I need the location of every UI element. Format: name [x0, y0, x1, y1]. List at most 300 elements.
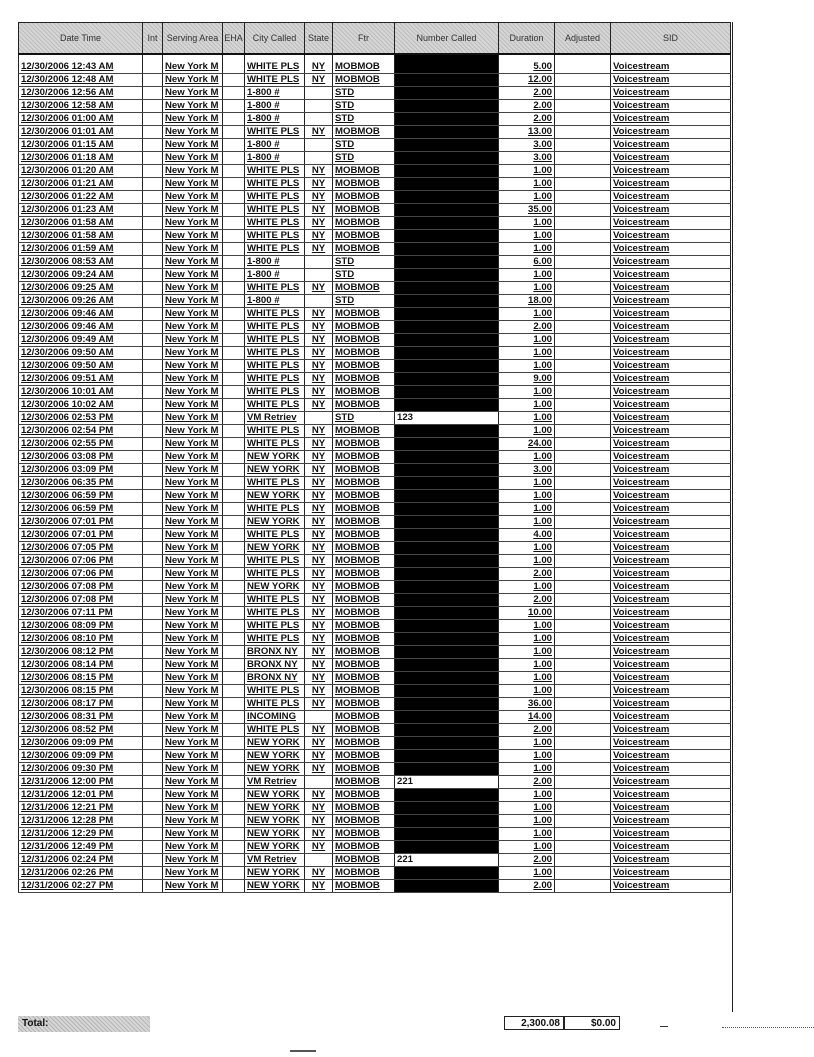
- cell-eha: [223, 399, 245, 412]
- cell-int: [143, 152, 163, 165]
- table-row: [19, 789, 731, 802]
- cell-duration: 4.00: [499, 529, 555, 542]
- call-rows: [19, 54, 731, 893]
- cell-ftr: MOBMOB: [333, 74, 395, 87]
- cell-ftr: MOBMOB: [333, 555, 395, 568]
- cell-state: NY: [305, 191, 333, 204]
- cell-adjusted: [555, 568, 611, 581]
- cell-number-called: [395, 152, 499, 165]
- cell-sid: Voicestream: [611, 555, 731, 568]
- cell-state: NY: [305, 529, 333, 542]
- cell-serving-area: New York M: [163, 659, 223, 672]
- cell-ftr: MOBMOB: [333, 490, 395, 503]
- cell-int: [143, 230, 163, 243]
- table-row: [19, 815, 731, 828]
- cell-date-time: 12/30/2006 09:46 AM: [19, 321, 143, 334]
- cell-eha: [223, 204, 245, 217]
- cell-ftr: MOBMOB: [333, 347, 395, 360]
- cell-int: [143, 126, 163, 139]
- cell-serving-area: New York M: [163, 620, 223, 633]
- cell-eha: [223, 646, 245, 659]
- total-label: Total:: [18, 1016, 150, 1032]
- cell-sid: Voicestream: [611, 451, 731, 464]
- cell-city-called: BRONX NY: [245, 672, 305, 685]
- cell-int: [143, 165, 163, 178]
- cell-number-called: [395, 243, 499, 256]
- header-ftr: Ftr: [333, 23, 395, 55]
- cell-serving-area: New York M: [163, 425, 223, 438]
- cell-city-called: NEW YORK: [245, 581, 305, 594]
- cell-city-called: WHITE PLS: [245, 54, 305, 74]
- cell-int: [143, 464, 163, 477]
- header-duration: Duration: [499, 23, 555, 55]
- cell-city-called: WHITE PLS: [245, 529, 305, 542]
- cell-city-called: WHITE PLS: [245, 334, 305, 347]
- cell-adjusted: [555, 711, 611, 724]
- cell-ftr: MOBMOB: [333, 191, 395, 204]
- header-adjusted: Adjusted: [555, 23, 611, 55]
- cell-ftr: MOBMOB: [333, 737, 395, 750]
- cell-adjusted: [555, 607, 611, 620]
- cell-date-time: 12/30/2006 09:30 PM: [19, 763, 143, 776]
- cell-date-time: 12/31/2006 02:27 PM: [19, 880, 143, 893]
- cell-eha: [223, 113, 245, 126]
- table-row: [19, 867, 731, 880]
- cell-adjusted: [555, 165, 611, 178]
- cell-eha: [223, 815, 245, 828]
- cell-serving-area: New York M: [163, 555, 223, 568]
- cell-serving-area: New York M: [163, 269, 223, 282]
- cell-eha: [223, 685, 245, 698]
- cell-int: [143, 542, 163, 555]
- cell-city-called: BRONX NY: [245, 659, 305, 672]
- header-serving-area: Serving Area: [163, 23, 223, 55]
- cell-state: NY: [305, 867, 333, 880]
- table-row: [19, 386, 731, 399]
- cell-eha: [223, 100, 245, 113]
- cell-serving-area: New York M: [163, 711, 223, 724]
- cell-state: NY: [305, 880, 333, 893]
- cell-date-time: 12/30/2006 01:58 AM: [19, 230, 143, 243]
- cell-adjusted: [555, 412, 611, 425]
- cell-duration: 2.00: [499, 854, 555, 867]
- cell-ftr: STD: [333, 295, 395, 308]
- cell-city-called: VM Retriev: [245, 776, 305, 789]
- cell-ftr: MOBMOB: [333, 165, 395, 178]
- cell-ftr: MOBMOB: [333, 633, 395, 646]
- cell-number-called: [395, 711, 499, 724]
- cell-adjusted: [555, 646, 611, 659]
- cell-eha: [223, 152, 245, 165]
- cell-state: NY: [305, 438, 333, 451]
- cell-date-time: 12/30/2006 08:12 PM: [19, 646, 143, 659]
- cell-city-called: WHITE PLS: [245, 685, 305, 698]
- cell-sid: Voicestream: [611, 620, 731, 633]
- cell-eha: [223, 165, 245, 178]
- cell-serving-area: New York M: [163, 646, 223, 659]
- cell-ftr: MOBMOB: [333, 659, 395, 672]
- cell-adjusted: [555, 672, 611, 685]
- cell-duration: 12.00: [499, 74, 555, 87]
- cell-date-time: 12/30/2006 10:02 AM: [19, 399, 143, 412]
- cell-duration: 1.00: [499, 477, 555, 490]
- cell-ftr: MOBMOB: [333, 438, 395, 451]
- cell-state: NY: [305, 347, 333, 360]
- cell-ftr: MOBMOB: [333, 672, 395, 685]
- cell-city-called: VM Retriev: [245, 854, 305, 867]
- cell-sid: Voicestream: [611, 776, 731, 789]
- cell-eha: [223, 269, 245, 282]
- table-row: [19, 646, 731, 659]
- cell-number-called: [395, 620, 499, 633]
- table-row: [19, 243, 731, 256]
- table-row: [19, 568, 731, 581]
- cell-state: NY: [305, 54, 333, 74]
- cell-date-time: 12/31/2006 12:00 PM: [19, 776, 143, 789]
- cell-int: [143, 373, 163, 386]
- cell-int: [143, 646, 163, 659]
- cell-duration: 1.00: [499, 217, 555, 230]
- cell-sid: Voicestream: [611, 308, 731, 321]
- cell-state: NY: [305, 308, 333, 321]
- table-row: [19, 438, 731, 451]
- table-row: [19, 685, 731, 698]
- cell-date-time: 12/31/2006 02:26 PM: [19, 867, 143, 880]
- cell-city-called: WHITE PLS: [245, 698, 305, 711]
- cell-sid: Voicestream: [611, 204, 731, 217]
- cell-serving-area: New York M: [163, 698, 223, 711]
- cell-state: [305, 776, 333, 789]
- cell-date-time: 12/30/2006 02:54 PM: [19, 425, 143, 438]
- table-row: [19, 828, 731, 841]
- header-date-time: Date Time: [19, 23, 143, 55]
- cell-eha: [223, 191, 245, 204]
- cell-int: [143, 802, 163, 815]
- cell-state: NY: [305, 126, 333, 139]
- cell-state: NY: [305, 334, 333, 347]
- cell-ftr: STD: [333, 139, 395, 152]
- cell-date-time: 12/30/2006 07:08 PM: [19, 594, 143, 607]
- cell-adjusted: [555, 334, 611, 347]
- cell-state: NY: [305, 724, 333, 737]
- cell-adjusted: [555, 542, 611, 555]
- cell-number-called: [395, 867, 499, 880]
- cell-city-called: WHITE PLS: [245, 178, 305, 191]
- cell-ftr: MOBMOB: [333, 607, 395, 620]
- cell-state: NY: [305, 386, 333, 399]
- cell-ftr: MOBMOB: [333, 243, 395, 256]
- cell-ftr: MOBMOB: [333, 308, 395, 321]
- cell-ftr: MOBMOB: [333, 828, 395, 841]
- cell-sid: Voicestream: [611, 737, 731, 750]
- cell-date-time: 12/30/2006 01:20 AM: [19, 165, 143, 178]
- cell-serving-area: New York M: [163, 607, 223, 620]
- cell-city-called: WHITE PLS: [245, 386, 305, 399]
- cell-int: [143, 659, 163, 672]
- cell-ftr: MOBMOB: [333, 334, 395, 347]
- cell-date-time: 12/30/2006 09:49 AM: [19, 334, 143, 347]
- cell-int: [143, 178, 163, 191]
- table-row: [19, 529, 731, 542]
- cell-number-called: [395, 646, 499, 659]
- cell-state: [305, 139, 333, 152]
- cell-date-time: 12/30/2006 09:26 AM: [19, 295, 143, 308]
- cell-city-called: WHITE PLS: [245, 74, 305, 87]
- cell-date-time: 12/30/2006 08:53 AM: [19, 256, 143, 269]
- cell-int: [143, 217, 163, 230]
- cell-state: NY: [305, 503, 333, 516]
- cell-serving-area: New York M: [163, 477, 223, 490]
- cell-adjusted: [555, 490, 611, 503]
- cell-state: NY: [305, 555, 333, 568]
- cell-sid: Voicestream: [611, 646, 731, 659]
- cell-ftr: MOBMOB: [333, 620, 395, 633]
- cell-duration: 1.00: [499, 867, 555, 880]
- cell-eha: [223, 373, 245, 386]
- cell-eha: [223, 308, 245, 321]
- cell-eha: [223, 282, 245, 295]
- table-row: [19, 763, 731, 776]
- cell-date-time: 12/30/2006 03:09 PM: [19, 464, 143, 477]
- cell-serving-area: New York M: [163, 581, 223, 594]
- cell-state: [305, 854, 333, 867]
- cell-int: [143, 87, 163, 100]
- cell-city-called: NEW YORK: [245, 815, 305, 828]
- cell-eha: [223, 516, 245, 529]
- table-row: [19, 191, 731, 204]
- cell-city-called: WHITE PLS: [245, 243, 305, 256]
- cell-adjusted: [555, 204, 611, 217]
- cell-int: [143, 100, 163, 113]
- cell-date-time: 12/30/2006 08:52 PM: [19, 724, 143, 737]
- cell-int: [143, 633, 163, 646]
- cell-eha: [223, 295, 245, 308]
- cell-state: NY: [305, 360, 333, 373]
- cell-state: NY: [305, 464, 333, 477]
- cell-adjusted: [555, 438, 611, 451]
- call-detail-sheet: [18, 22, 730, 893]
- cell-sid: Voicestream: [611, 412, 731, 425]
- cell-state: NY: [305, 568, 333, 581]
- cell-duration: 1.00: [499, 360, 555, 373]
- cell-sid: Voicestream: [611, 282, 731, 295]
- cell-eha: [223, 581, 245, 594]
- cell-date-time: 12/30/2006 09:24 AM: [19, 269, 143, 282]
- cell-duration: 1.00: [499, 581, 555, 594]
- cell-date-time: 12/30/2006 12:58 AM: [19, 100, 143, 113]
- cell-city-called: BRONX NY: [245, 646, 305, 659]
- cell-adjusted: [555, 880, 611, 893]
- cell-duration: 1.00: [499, 789, 555, 802]
- cell-ftr: MOBMOB: [333, 321, 395, 334]
- cell-int: [143, 620, 163, 633]
- cell-adjusted: [555, 54, 611, 74]
- cell-eha: [223, 451, 245, 464]
- cell-sid: Voicestream: [611, 321, 731, 334]
- cell-serving-area: New York M: [163, 74, 223, 87]
- cell-duration: 1.00: [499, 633, 555, 646]
- cell-duration: 5.00: [499, 54, 555, 74]
- cell-number-called: [395, 165, 499, 178]
- cell-sid: Voicestream: [611, 542, 731, 555]
- cell-state: NY: [305, 789, 333, 802]
- table-row: [19, 581, 731, 594]
- cell-adjusted: [555, 100, 611, 113]
- cell-city-called: INCOMING: [245, 711, 305, 724]
- cell-city-called: WHITE PLS: [245, 633, 305, 646]
- cell-adjusted: [555, 464, 611, 477]
- cell-date-time: 12/30/2006 01:23 AM: [19, 204, 143, 217]
- cell-adjusted: [555, 256, 611, 269]
- cell-adjusted: [555, 854, 611, 867]
- cell-eha: [223, 789, 245, 802]
- table-row: [19, 698, 731, 711]
- cell-int: [143, 204, 163, 217]
- cell-sid: Voicestream: [611, 74, 731, 87]
- cell-date-time: 12/30/2006 12:48 AM: [19, 74, 143, 87]
- cell-int: [143, 568, 163, 581]
- cell-number-called: [395, 139, 499, 152]
- cell-state: [305, 412, 333, 425]
- cell-number-called: [395, 750, 499, 763]
- table-row: [19, 360, 731, 373]
- cell-eha: [223, 74, 245, 87]
- cell-sid: Voicestream: [611, 477, 731, 490]
- cell-state: NY: [305, 178, 333, 191]
- cell-sid: Voicestream: [611, 789, 731, 802]
- cell-adjusted: [555, 724, 611, 737]
- cell-ftr: STD: [333, 152, 395, 165]
- cell-adjusted: [555, 529, 611, 542]
- cell-state: NY: [305, 620, 333, 633]
- cell-date-time: 12/30/2006 08:10 PM: [19, 633, 143, 646]
- cell-serving-area: New York M: [163, 529, 223, 542]
- cell-number-called: [395, 269, 499, 282]
- cell-eha: [223, 217, 245, 230]
- cell-state: NY: [305, 165, 333, 178]
- cell-date-time: 12/30/2006 07:01 PM: [19, 516, 143, 529]
- cell-int: [143, 724, 163, 737]
- cell-int: [143, 698, 163, 711]
- cell-serving-area: New York M: [163, 295, 223, 308]
- cell-eha: [223, 243, 245, 256]
- cell-adjusted: [555, 425, 611, 438]
- cell-eha: [223, 555, 245, 568]
- cell-eha: [223, 347, 245, 360]
- cell-int: [143, 321, 163, 334]
- cell-eha: [223, 139, 245, 152]
- cell-sid: Voicestream: [611, 672, 731, 685]
- cell-date-time: 12/30/2006 02:55 PM: [19, 438, 143, 451]
- cell-state: NY: [305, 594, 333, 607]
- cell-adjusted: [555, 594, 611, 607]
- cell-serving-area: New York M: [163, 334, 223, 347]
- cell-duration: 1.00: [499, 399, 555, 412]
- cell-date-time: 12/30/2006 08:17 PM: [19, 698, 143, 711]
- table-row: [19, 776, 731, 789]
- cell-city-called: 1-800 #: [245, 87, 305, 100]
- cell-duration: 1.00: [499, 451, 555, 464]
- cell-adjusted: [555, 139, 611, 152]
- cell-duration: 1.00: [499, 490, 555, 503]
- cell-eha: [223, 568, 245, 581]
- cell-city-called: WHITE PLS: [245, 607, 305, 620]
- cell-int: [143, 737, 163, 750]
- table-row: [19, 54, 731, 74]
- cell-city-called: WHITE PLS: [245, 594, 305, 607]
- cell-int: [143, 347, 163, 360]
- cell-eha: [223, 438, 245, 451]
- cell-serving-area: New York M: [163, 87, 223, 100]
- cell-ftr: MOBMOB: [333, 464, 395, 477]
- cell-duration: 35.00: [499, 204, 555, 217]
- cell-date-time: 12/30/2006 01:58 AM: [19, 217, 143, 230]
- table-row: [19, 737, 731, 750]
- cell-ftr: MOBMOB: [333, 503, 395, 516]
- table-row: [19, 542, 731, 555]
- cell-date-time: 12/30/2006 07:05 PM: [19, 542, 143, 555]
- cell-sid: Voicestream: [611, 334, 731, 347]
- cell-serving-area: New York M: [163, 737, 223, 750]
- cell-date-time: 12/31/2006 02:24 PM: [19, 854, 143, 867]
- cell-city-called: NEW YORK: [245, 867, 305, 880]
- cell-eha: [223, 763, 245, 776]
- cell-duration: 1.00: [499, 308, 555, 321]
- cell-city-called: WHITE PLS: [245, 620, 305, 633]
- cell-sid: Voicestream: [611, 490, 731, 503]
- cell-serving-area: New York M: [163, 789, 223, 802]
- table-row: [19, 100, 731, 113]
- cell-int: [143, 191, 163, 204]
- cell-serving-area: New York M: [163, 347, 223, 360]
- cell-state: NY: [305, 477, 333, 490]
- cell-ftr: MOBMOB: [333, 802, 395, 815]
- table-row: [19, 555, 731, 568]
- cell-duration: 1.00: [499, 750, 555, 763]
- cell-eha: [223, 802, 245, 815]
- cell-serving-area: New York M: [163, 178, 223, 191]
- table-row: [19, 269, 731, 282]
- cell-serving-area: New York M: [163, 165, 223, 178]
- cell-duration: 2.00: [499, 594, 555, 607]
- cell-ftr: MOBMOB: [333, 724, 395, 737]
- cell-date-time: 12/30/2006 09:09 PM: [19, 737, 143, 750]
- table-row: [19, 672, 731, 685]
- cell-duration: 1.00: [499, 802, 555, 815]
- cell-int: [143, 282, 163, 295]
- cell-state: NY: [305, 672, 333, 685]
- cell-adjusted: [555, 685, 611, 698]
- cell-city-called: 1-800 #: [245, 295, 305, 308]
- table-row: [19, 464, 731, 477]
- cell-ftr: MOBMOB: [333, 451, 395, 464]
- cell-int: [143, 412, 163, 425]
- cell-duration: 2.00: [499, 568, 555, 581]
- cell-number-called: [395, 841, 499, 854]
- table-row: [19, 490, 731, 503]
- cell-sid: Voicestream: [611, 841, 731, 854]
- cell-ftr: STD: [333, 256, 395, 269]
- cell-date-time: 12/31/2006 12:49 PM: [19, 841, 143, 854]
- table-row: [19, 750, 731, 763]
- table-row: [19, 347, 731, 360]
- cell-ftr: MOBMOB: [333, 646, 395, 659]
- cell-duration: 1.00: [499, 620, 555, 633]
- cell-state: NY: [305, 841, 333, 854]
- cell-adjusted: [555, 516, 611, 529]
- cell-duration: 6.00: [499, 256, 555, 269]
- cell-serving-area: New York M: [163, 412, 223, 425]
